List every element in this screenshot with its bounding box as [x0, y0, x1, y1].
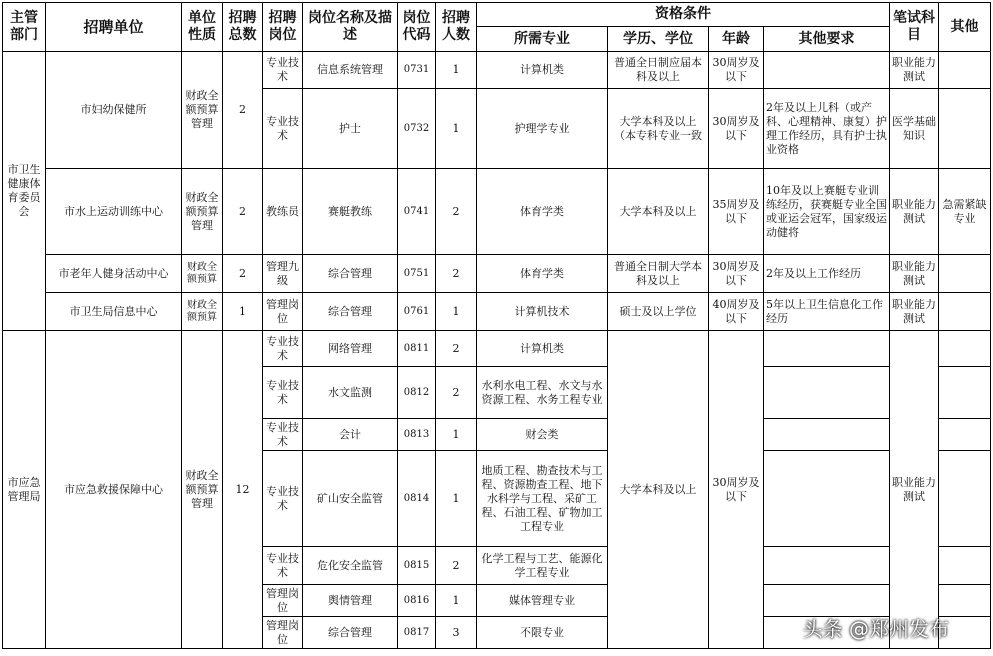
- age-cell: 30周岁及以下: [709, 89, 764, 169]
- num-cell: 2: [436, 255, 477, 293]
- major-cell: 地质工程、勘查技术与工程、资源勘查工程、地下水科学与工程、采矿工程、石油工程、矿物加工工程专业: [477, 451, 608, 547]
- post-type-cell: 专业技术: [263, 547, 303, 585]
- total-cell: 12: [223, 331, 263, 649]
- nature-cell: 财政全额预算管理: [182, 331, 223, 649]
- other-req-cell: [764, 585, 890, 617]
- post-code-cell: 0812: [398, 367, 436, 419]
- header-major: 所需专业: [477, 27, 608, 52]
- nature-cell: 财政全额预算: [182, 293, 223, 331]
- unit-cell: 市卫生局信息中心: [46, 293, 182, 331]
- num-cell: 1: [436, 52, 477, 89]
- header-nature: 单位性质: [182, 3, 223, 52]
- other-cell: 急需紧缺专业: [939, 169, 991, 255]
- header-dept: 主管部门: [3, 3, 46, 52]
- total-cell: 2: [223, 255, 263, 293]
- num-cell: 1: [436, 293, 477, 331]
- post-code-cell: 0732: [398, 89, 436, 169]
- post-type-cell: 专业技术: [263, 451, 303, 547]
- post-name-cell: 舆情管理: [303, 585, 398, 617]
- post-name-cell: 水文监测: [303, 367, 398, 419]
- num-cell: 1: [436, 419, 477, 451]
- exam-cell: 职业能力测试: [890, 293, 939, 331]
- exam-cell: 职业能力测试: [890, 169, 939, 255]
- header-qualifications: 资格条件: [477, 3, 890, 27]
- num-cell: 2: [436, 169, 477, 255]
- post-type-cell: 专业技术: [263, 419, 303, 451]
- major-cell: 水利水电工程、水文与水资源工程、水务工程专业: [477, 367, 608, 419]
- other-req-cell: [764, 451, 890, 547]
- unit-cell: 市老年人健身活动中心: [46, 255, 182, 293]
- other-cell: [939, 293, 991, 331]
- edu-cell: 大学本科及以上（本专科专业一致: [608, 89, 709, 169]
- total-cell: 2: [223, 52, 263, 169]
- recruitment-table: [2, 2, 991, 649]
- post-type-cell: 专业技术: [263, 367, 303, 419]
- header-exam: 笔试科目: [890, 3, 939, 52]
- exam-cell: 医学基础知识: [890, 89, 939, 169]
- post-code-cell: 0731: [398, 52, 436, 89]
- major-cell: 不限专业: [477, 617, 608, 649]
- header-post-code: 岗位代码: [398, 3, 436, 52]
- exam-cell: 职业能力测试: [890, 255, 939, 293]
- unit-cell: 市应急救援保障中心: [46, 331, 182, 649]
- post-type-cell: 管理九级: [263, 255, 303, 293]
- other-req-cell: [764, 331, 890, 367]
- post-code-cell: 0815: [398, 547, 436, 585]
- edu-cell: 大学本科及以上: [608, 331, 709, 649]
- edu-cell: 大学本科及以上: [608, 169, 709, 255]
- major-cell: 护理学专业: [477, 89, 608, 169]
- age-cell: 35周岁及以下: [709, 169, 764, 255]
- major-cell: 计算机技术: [477, 293, 608, 331]
- other-cell: [939, 547, 991, 585]
- major-cell: 计算机类: [477, 52, 608, 89]
- exam-cell: 职业能力测试: [890, 331, 939, 649]
- other-cell: [939, 451, 991, 547]
- post-code-cell: 0751: [398, 255, 436, 293]
- major-cell: 体育学类: [477, 255, 608, 293]
- post-name-cell: 综合管理: [303, 293, 398, 331]
- post-type-cell: 专业技术: [263, 331, 303, 367]
- post-name-cell: 矿山安全监管: [303, 451, 398, 547]
- other-req-cell: [764, 52, 890, 89]
- post-type-cell: 教练员: [263, 169, 303, 255]
- post-name-cell: 网络管理: [303, 331, 398, 367]
- header-post-name: 岗位名称及描述: [303, 3, 398, 52]
- table-row: [3, 52, 991, 89]
- other-cell: [939, 585, 991, 617]
- post-code-cell: 0817: [398, 617, 436, 649]
- header-num: 招聘人数: [436, 3, 477, 52]
- other-req-cell: [764, 547, 890, 585]
- dept-cell: 市应急管理局: [3, 331, 46, 649]
- other-cell: [939, 89, 991, 169]
- header-age: 年龄: [709, 27, 764, 52]
- table-row: [3, 331, 991, 367]
- edu-cell: 硕士及以上学位: [608, 293, 709, 331]
- dept-cell: 市卫生健康体育委员会: [3, 52, 46, 331]
- other-cell: [939, 331, 991, 367]
- age-cell: 30周岁及以下: [709, 52, 764, 89]
- nature-cell: 财政全额预算: [182, 255, 223, 293]
- post-name-cell: 会计: [303, 419, 398, 451]
- total-cell: 1: [223, 293, 263, 331]
- exam-cell: 职业能力测试: [890, 52, 939, 89]
- unit-cell: 市水上运动训练中心: [46, 169, 182, 255]
- num-cell: 2: [436, 331, 477, 367]
- header-total: 招聘总数: [223, 3, 263, 52]
- watermark: 头条 @郑州发布: [802, 617, 949, 641]
- num-cell: 1: [436, 451, 477, 547]
- header-other: 其他: [939, 3, 991, 52]
- post-type-cell: 专业技术: [263, 52, 303, 89]
- age-cell: 30周岁及以下: [709, 255, 764, 293]
- other-req-cell: 10年及以上赛艇专业训练经历，获赛艇专业全国或亚运会冠军，国家级运动健将: [764, 169, 890, 255]
- age-cell: 40周岁及以下: [709, 293, 764, 331]
- post-type-cell: 专业技术: [263, 89, 303, 169]
- header-other-req: 其他要求: [764, 27, 890, 52]
- other-req-cell: 2年及以上工作经历: [764, 255, 890, 293]
- unit-cell: 市妇幼保健所: [46, 52, 182, 169]
- other-cell: [939, 52, 991, 89]
- post-name-cell: 赛艇教练: [303, 169, 398, 255]
- nature-cell: 财政全额预算管理: [182, 169, 223, 255]
- post-code-cell: 0811: [398, 331, 436, 367]
- num-cell: 1: [436, 585, 477, 617]
- other-cell: [939, 419, 991, 451]
- post-code-cell: 0761: [398, 293, 436, 331]
- other-cell: [939, 367, 991, 419]
- edu-cell: 普通全日制大学本科及以上: [608, 255, 709, 293]
- num-cell: 1: [436, 89, 477, 169]
- post-code-cell: 0813: [398, 419, 436, 451]
- major-cell: 化学工程与工艺、能源化学工程专业: [477, 547, 608, 585]
- post-name-cell: 综合管理: [303, 617, 398, 649]
- table-row: [3, 293, 991, 331]
- table-row: [3, 169, 991, 255]
- post-code-cell: 0741: [398, 169, 436, 255]
- major-cell: 体育学类: [477, 169, 608, 255]
- num-cell: 2: [436, 367, 477, 419]
- num-cell: 2: [436, 547, 477, 585]
- other-req-cell: 5年以上卫生信息化工作经历: [764, 293, 890, 331]
- age-cell: 30周岁及以下: [709, 331, 764, 649]
- post-name-cell: 综合管理: [303, 255, 398, 293]
- post-type-cell: 管理岗位: [263, 293, 303, 331]
- post-type-cell: 管理岗位: [263, 585, 303, 617]
- post-code-cell: 0816: [398, 585, 436, 617]
- major-cell: 媒体管理专业: [477, 585, 608, 617]
- major-cell: 财会类: [477, 419, 608, 451]
- major-cell: 计算机类: [477, 331, 608, 367]
- post-type-cell: 管理岗位: [263, 617, 303, 649]
- other-req-cell: [764, 367, 890, 419]
- nature-cell: 财政全额预算管理: [182, 52, 223, 169]
- post-name-cell: 危化安全监管: [303, 547, 398, 585]
- other-cell: [939, 255, 991, 293]
- table-row: [3, 255, 991, 293]
- num-cell: 3: [436, 617, 477, 649]
- other-req-cell: 2年及以上儿科（或产科、心理精神、康复）护理工作经历，具有护士执业资格: [764, 89, 890, 169]
- post-name-cell: 信息系统管理: [303, 52, 398, 89]
- post-code-cell: 0814: [398, 451, 436, 547]
- edu-cell: 普通全日制应届本科及以上: [608, 52, 709, 89]
- header-post-type: 招聘岗位: [263, 3, 303, 52]
- header-edu: 学历、学位: [608, 27, 709, 52]
- header-unit: 招聘单位: [46, 3, 182, 52]
- total-cell: 2: [223, 169, 263, 255]
- post-name-cell: 护士: [303, 89, 398, 169]
- other-req-cell: [764, 419, 890, 451]
